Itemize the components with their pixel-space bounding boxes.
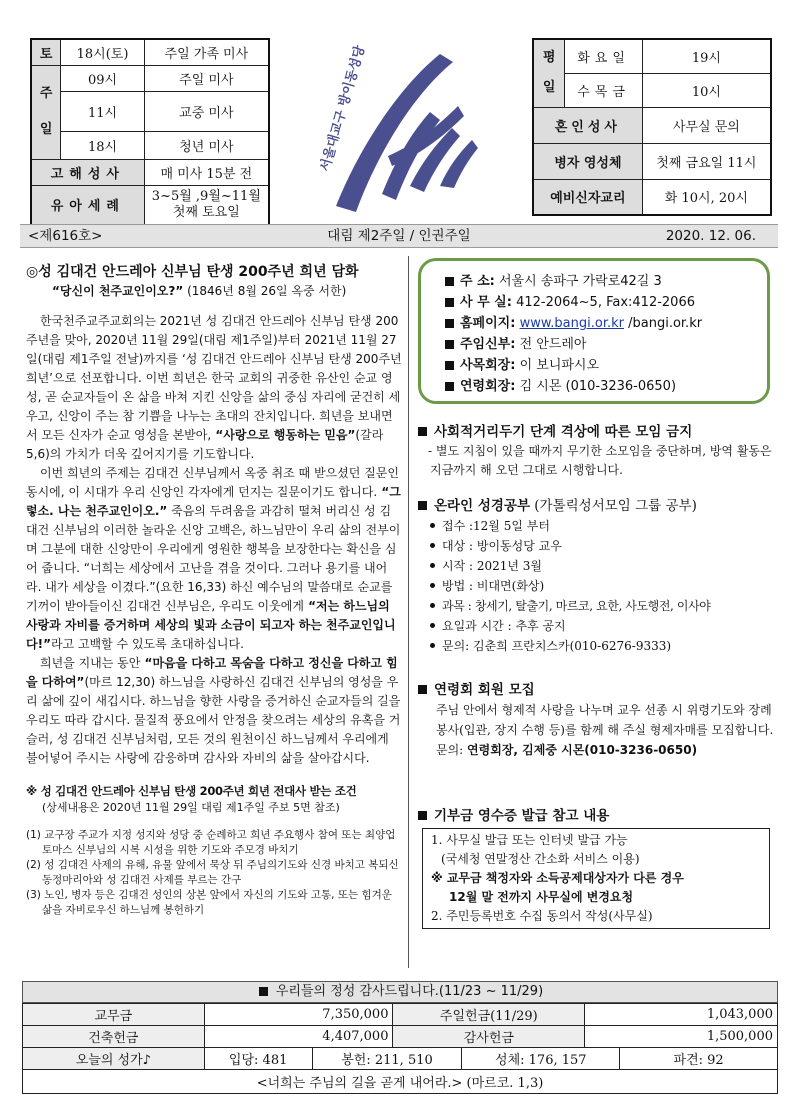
confession-label: 고해성사 [31,159,144,185]
notice-funeral-title: 연령회 회원 모집 [434,682,535,698]
hymn-label: 오늘의 성가♪ [23,1048,205,1070]
offering-value: 7,350,000 [204,1004,393,1026]
infant-baptism-line1: 3~5월 ,9월~11월 [151,188,261,204]
notice-funeral-contact-value: 연령회장, 김제중 시몬(010-3236-0650) [467,743,698,757]
offering-label: 교무금 [23,1004,205,1026]
notice-distancing-title-row [416,420,776,440]
parish-logo-graphic [290,36,502,218]
receipt-line: 2. 주민등록번호 수집 동의서 작성(사무실) [431,909,653,923]
pastor-label: 주임신부: [460,337,516,352]
office-label: 사 무 실: [460,295,512,310]
saturday-label: 토 [31,39,61,65]
mass-schedule-table [30,38,270,226]
notice-distancing-body: - 별도 지침이 있을 때까지 무기한 소모임을 중단하며, 방역 활동은 지금까지 해 오던 그대로 시행합니다. [428,444,772,477]
office-value: 412-2064~5, Fax:412-2066 [511,295,695,310]
offering-value: 4,407,000 [204,1026,393,1048]
article-text: 죽음의 두려움을 과감히 떨쳐 버리신 성 김대건 신부님의 이러한 놀라운 신앙 고백은, 하느님만이 우리 삶의 전부이며 그분에 대한 신앙만이 우리에게 영원한 행복을 보장한다는 확신을 심어 줍니다. “너희는 세상에서 고난을 겪을 것이다. 그러나 용기를 내어라. 내가 세상을 이겼다.”(요한 16,33) 하신 예수님의 말씀대로 순교를 기꺼이 받아들이신 김대건 신부님은, 우리도 이웃에게 [26,504,401,613]
article-bold-text: “저는 하느님의 사랑과 자비를 증거하며 세상의 빛과 소금이 되고자 하는 천주교인입니다!” [26,599,396,651]
receipt-line: (국세청 연말정산 간소화 서비스 이용) [441,852,640,866]
council-row [445,355,767,376]
offering-table [22,1003,778,1048]
article-bold-text: “마음을 다하고 목숨을 다하고 정신을 다하고 힘을 다하여” [26,656,398,689]
article-text: 한국천주교주교회의는 2021년 성 김대건 안드레아 신부님 탄생 200주년을 맞아, 2020년 11월 29일(대림 제1주일)부터 2021년 11월 27일(대림 제1주일 전날)까지를 ‘성 김대건 안드레아 신부님 탄생 200주년 희년’으로 선포합니다. 이번 희년은 한국 교회의 귀중한 유산인 순교 영성, 곧 순교자들이 온 삶을 바쳐 지킨 신앙을 삶의 중심 자리에 굳건히 세우고, 신앙이 주는 참 기쁨을 나누는 초대의 잔치입니다. 희년을 보내면서 모든 신자가 순교 영성을 본받아, [26,314,402,442]
notice-bible-item [416,536,776,556]
article-text: 라고 고백할 수 있도록 초대하십니다. [50,637,244,651]
hymn-entrance: 입당: 481 [204,1048,312,1070]
infant-baptism-line2: 첫째 토요일 [172,204,240,220]
schedule-mass-name: 교중 미사 [144,91,269,131]
notice-bible-study [416,494,776,656]
issue-date: 2020. 12. 06. [665,228,756,244]
address-value: 서울시 송파구 가락로42길 3 [494,274,662,289]
schedule-time: 18시 [61,131,144,159]
hymn-table [22,1047,778,1094]
wedding-label: 혼인성사 [533,107,642,143]
homepage-label: 홈페이지: [460,316,516,331]
offering-label: 주일헌금(11/29) [393,1004,585,1026]
square-bullet-icon [418,427,427,436]
issue-title: 대림 제2주일 / 인권주일 [327,228,471,244]
homepage-link[interactable]: www.bangi.or.kr [519,316,624,331]
notice-funeral-assoc [416,678,776,760]
schedule-time: 18시(토) [61,39,144,65]
wedding-value: 사무실 문의 [642,107,771,143]
sunday-label: 주 일 [31,65,61,159]
receipt-line-important: 12월 말 전까지 사무실에 변경요청 [449,890,634,904]
office-row [445,292,767,313]
notice-bible-item [416,616,776,636]
indulgence-title: ※ 성 김대건 안드레아 신부님 탄생 200주년 희년 전대사 받는 조건 [26,784,357,798]
receipt-box [422,828,770,929]
funeral-assoc-label: 연령회장: [460,379,516,394]
article-text: (갈라 5,6)의 가치가 더욱 깊어지기를 기도합니다. [26,428,384,461]
issue-number: <제616호> [28,228,103,244]
weekday-time: 10시 [642,73,771,107]
article-bold-text: “사랑으로 행동하는 믿음” [211,428,356,442]
address-label: 주 소: [460,274,495,289]
article-title: ◎성 김대건 안드레아 신부님 탄생 200주년 희년 담화 [26,264,359,280]
parish-info-box [418,258,770,404]
notice-receipt [416,804,776,929]
notice-bible-item-text: 접수 :12월 5일 부터 [442,519,550,533]
council-value: 이 보니파시오 [515,358,600,373]
hymn-recessional: 파견: 92 [620,1048,778,1070]
offering-label: 감사헌금 [393,1026,585,1048]
square-bullet-icon [418,501,427,510]
offering-value: 1,500,000 [585,1026,778,1048]
weekday-label [533,39,565,107]
article-text: 희년을 지내는 동안 [40,656,141,670]
schedule-time: 11시 [61,91,144,131]
homepage-extra: /bangi.or.kr [623,316,703,331]
pastor-row [445,334,767,355]
hymn-communion: 성체: 176, 157 [462,1048,620,1070]
article-text: 이번 희년의 주제는 김대건 신부님께서 옥중 취조 때 받으셨던 질문인 동시에, 이 시대가 우리 신앙인 각자에게 던지는 질문이기도 합니다. [26,466,399,499]
notice-bible-item-text: 대상 : 방이동성당 교우 [442,539,562,553]
notice-bible-item [416,516,776,536]
indulgence-subtitle: (상세내용은 2020년 11월 29일 대림 제1주일 주보 5면 참조) [42,801,340,814]
notice-funeral-body: 주님 안에서 형제적 사랑을 나누며 교우 선종 시 위령기도와 장례봉사(입관, 장지 수행 등)를 함께 해 주실 형제자매를 모집합니다. [436,703,774,737]
scripture-quote: <너희는 주님의 길을 곧게 내어라.> (마르코. 1,3) [23,1070,778,1094]
hymn-offertory: 봉헌: 211, 510 [312,1048,462,1070]
council-label: 사목회장: [460,358,516,373]
funeral-assoc-value: 김 시몬 (010-3236-0650) [515,379,677,394]
logo-text: 서울대교구 방이동성당 [317,44,369,174]
offering-header [22,981,778,1003]
offering-label: 건축헌금 [23,1026,205,1048]
offering-header-text: 우리들의 정성 감사드립니다.(11/23 ~ 11/29) [275,984,544,999]
parish-logo [290,36,502,218]
offering-value: 1,043,000 [585,1004,778,1026]
notice-bible-item [416,576,776,596]
notice-bible-title: 온라인 성경공부 [434,498,530,514]
weekday-time: 19시 [642,39,771,73]
notice-distancing [416,420,776,480]
weekday-day: 수목금 [565,73,642,107]
notice-bible-item-text: 방법 : 비대면(화상) [442,579,545,593]
article-paragraph [26,464,402,654]
schedule-mass-name: 주일 가족 미사 [144,39,269,65]
indulgence-condition: (2) 성 김대건 사제의 유해, 유물 앞에서 묵상 뒤 주님의기도와 신경 바치고 복되신 동정마리아와 성 김대건 사제를 부르는 간구 [26,859,399,886]
notice-bible-item [416,596,776,616]
notice-bible-title-row [416,494,776,514]
weekday-label-2: 일 [542,80,556,96]
notice-bible-item [416,636,776,656]
notice-funeral-contact-prefix: 문의: [436,743,468,757]
infant-baptism-value [144,185,269,225]
schedule-time: 09시 [61,65,144,91]
column-divider [408,256,409,968]
square-bullet-icon [418,811,427,820]
indulgence-condition: (3) 노인, 병자 등은 김대건 성인의 상본 앞에서 자신의 기도와 고통, 또는 힘겨운 삶을 자비로우신 하느님께 봉헌하기 [26,889,392,916]
catechumen-value: 화 10시, 20시 [642,179,771,215]
homepage-row [445,313,767,334]
confession-value: 매 미사 15분 전 [144,159,269,185]
notice-bible-subtitle: (가톨릭성서모임 그룹 공부) [530,498,697,514]
notice-receipt-title-row [416,804,776,824]
article-paragraph [26,312,402,464]
article-paragraph [26,654,402,768]
funeral-assoc-row [445,376,767,397]
issue-bar [20,224,778,248]
square-bullet-icon [259,987,268,996]
address-row [445,271,767,292]
article-text: (마르 12,30) 하느님을 사랑하신 김대건 신부님의 영성을 우리 삶에 깊이 새깁시다. 하느님을 향한 사랑을 증거하신 순교자들의 길을 우리도 따라 갑시다. 물질적 풍요에서 안정을 찾으려는 세상의 유혹을 거슬러, 성 김대건 신부님처럼, 모든 것의 원천이신 하느님께서 우리에게 불어넣어 주시는 사랑에 감응하며 감사와 자비의 삶을 살아갑시다. [26,675,401,765]
sick-communion-label: 병자 영성체 [533,143,642,179]
schedule-mass-name: 청년 미사 [144,131,269,159]
weekday-label-1: 평 [542,50,556,66]
main-article [26,262,402,918]
notice-funeral-title-row [416,678,776,698]
article-subtitle-quote: “당신이 천주교인이오?” [52,284,184,298]
pastor-value: 전 안드레아 [515,337,587,352]
notice-bible-item-text: 요일과 시간 : 추후 공지 [442,619,566,633]
notice-receipt-title: 기부금 영수증 발급 참고 내용 [434,808,610,824]
notice-bible-item-text: 문의: 김춘희 프란치스카(010-6276-9333) [442,639,672,653]
sick-communion-value: 첫째 금요일 11시 [642,143,771,179]
article-subtitle-source: (1846년 8월 26일 옥중 서한) [183,284,347,298]
article-bold-text: “그렇소. 나는 천주교인이오.” [26,485,401,518]
catechumen-label: 예비신자교리 [533,179,642,215]
indulgence-condition: (1) 교구장 주교가 지정 성지와 성당 중 순례하고 희년 주요행사 참여 또는 최양업 토마스 신부님의 시복 시성을 위한 기도와 주모경 바치기 [26,829,396,856]
weekday-schedule-table [532,38,772,216]
square-bullet-icon [418,685,427,694]
receipt-line: 1. 사무실 발급 또는 인터넷 발급 가능 [431,833,628,847]
notice-funeral-contact [416,740,776,760]
infant-baptism-label: 유아세례 [31,185,144,225]
article-subtitle [26,282,402,300]
weekday-day: 화요일 [565,39,642,73]
notice-distancing-title: 사회적거리두기 단계 격상에 따른 모임 금지 [434,424,693,440]
schedule-mass-name: 주일 미사 [144,65,269,91]
notice-bible-item [416,556,776,576]
notice-bible-item-text: 과목 : 창세기, 탈출기, 마르코, 요한, 사도행전, 이사야 [442,599,711,613]
notice-bible-item-text: 시작 : 2021년 3월 [442,559,543,573]
receipt-line-important: ※ 교무금 책정자와 소득공제대상자가 다른 경우 [431,871,684,885]
